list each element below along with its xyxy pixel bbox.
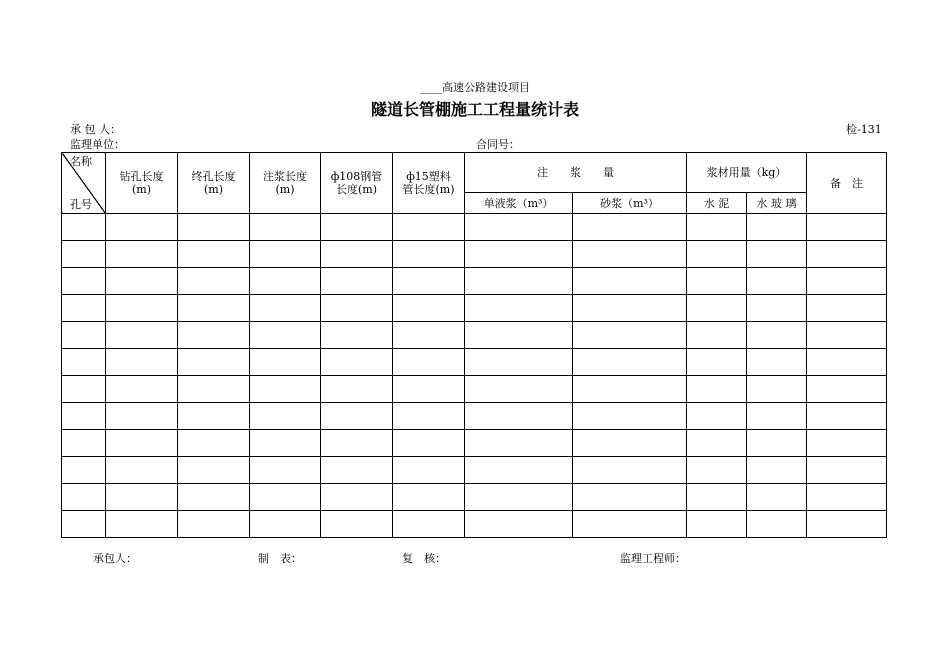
table-cell[interactable] [465,403,573,430]
form-code: 检-131 [846,123,882,136]
table-cell[interactable] [393,430,465,457]
table-cell[interactable] [178,268,250,295]
table-cell[interactable] [62,241,106,268]
table-cell[interactable] [573,484,687,511]
table-cell[interactable] [250,349,321,376]
table-cell[interactable] [747,484,807,511]
table-cell[interactable] [807,322,887,349]
table-cell[interactable] [250,430,321,457]
table-cell[interactable] [62,484,106,511]
table-cell[interactable] [393,268,465,295]
footer-contractor: 承包人： [93,552,137,565]
corner-diagonal-cell [62,153,106,214]
table-row [62,511,887,538]
table-cell[interactable] [62,295,106,322]
table-cell[interactable] [807,214,887,241]
table-cell[interactable] [106,430,178,457]
table-cell[interactable] [807,430,887,457]
header-row-1 [62,153,887,193]
supervisor-label: 监理单位： [70,138,125,151]
col-grout-length-line2: (m) [275,183,295,196]
table-cell[interactable] [807,457,887,484]
table-cell[interactable] [687,457,747,484]
col-plastic-pipe [393,153,465,214]
table-cell[interactable] [106,376,178,403]
table-cell[interactable] [747,457,807,484]
quantity-table [61,152,887,538]
table-row [62,322,887,349]
cement-header: 水 泥 [687,193,747,214]
table-cell[interactable] [807,403,887,430]
table-cell[interactable] [687,241,747,268]
table-cell[interactable] [106,295,178,322]
table-cell[interactable] [687,268,747,295]
table-cell[interactable] [250,376,321,403]
table-cell[interactable] [393,484,465,511]
table-cell[interactable] [573,403,687,430]
table-cell[interactable] [687,484,747,511]
table-cell[interactable] [250,322,321,349]
col-final-length-line2: (m) [203,183,223,196]
table-cell[interactable] [465,295,573,322]
table-cell[interactable] [573,241,687,268]
table-cell[interactable] [393,349,465,376]
table-cell[interactable] [747,349,807,376]
col-final-length-line1: 终孔长度 [191,170,236,183]
table-cell[interactable] [250,241,321,268]
grout-volume-group: 注 浆 量 [465,153,687,193]
table-cell[interactable] [321,349,393,376]
table-cell[interactable] [178,376,250,403]
table-row [62,295,887,322]
table-cell[interactable] [687,295,747,322]
table-cell[interactable] [573,511,687,538]
table-cell[interactable] [62,430,106,457]
col-drill-length-line1: 钻孔长度 [119,170,164,183]
table-row [62,430,887,457]
table-cell[interactable] [465,457,573,484]
table-cell[interactable] [250,511,321,538]
table-cell[interactable] [393,457,465,484]
water-glass-header: 水 玻 璃 [747,193,807,214]
table-cell[interactable] [321,295,393,322]
col-drill-length [106,153,178,214]
remarks-header: 备 注 [807,153,887,214]
table-cell[interactable] [687,322,747,349]
contractor-label: 承 包 人： [70,123,121,136]
table-cell[interactable] [465,484,573,511]
corner-bottom-label: 孔号 [70,198,92,211]
grout-single-header: 单液浆（m³） [465,193,573,214]
table-cell[interactable] [393,295,465,322]
table-cell[interactable] [747,430,807,457]
table-cell[interactable] [747,376,807,403]
table-cell[interactable] [465,322,573,349]
table-cell[interactable] [321,214,393,241]
project-line: ____高速公路建设项目 [420,81,530,94]
table-cell[interactable] [393,214,465,241]
table-row [62,241,887,268]
table-cell[interactable] [106,349,178,376]
table-cell[interactable] [747,295,807,322]
corner-top-label: 名称 [70,155,92,168]
table-cell[interactable] [62,322,106,349]
col-steel-pipe [321,153,393,214]
table-cell[interactable] [178,349,250,376]
table-cell[interactable] [807,376,887,403]
table-cell[interactable] [807,511,887,538]
table-row [62,214,887,241]
page-title: 隧道长管棚施工工程量统计表 [370,100,579,119]
table-cell[interactable] [62,349,106,376]
table-cell[interactable] [250,457,321,484]
table-row [62,457,887,484]
table-cell[interactable] [807,241,887,268]
table-cell[interactable] [573,457,687,484]
table-cell[interactable] [250,295,321,322]
table-cell[interactable] [321,430,393,457]
table-cell[interactable] [321,484,393,511]
table-cell[interactable] [393,403,465,430]
table-cell[interactable] [747,322,807,349]
table-cell[interactable] [106,214,178,241]
table-cell[interactable] [465,430,573,457]
table-cell[interactable] [687,349,747,376]
table-cell[interactable] [321,403,393,430]
table-cell[interactable] [106,457,178,484]
table-cell[interactable] [807,349,887,376]
footer-prepared-by: 制 表： [258,552,302,565]
table-row [62,268,887,295]
footer-engineer: 监理工程师： [620,552,686,565]
table-cell[interactable] [687,430,747,457]
table-cell[interactable] [573,295,687,322]
table-cell[interactable] [250,214,321,241]
table-cell[interactable] [747,403,807,430]
table-cell[interactable] [747,511,807,538]
table-cell[interactable] [393,322,465,349]
table-cell[interactable] [747,268,807,295]
table-cell[interactable] [321,511,393,538]
table-cell[interactable] [178,511,250,538]
table-cell[interactable] [807,268,887,295]
table-cell[interactable] [465,214,573,241]
table-cell[interactable] [321,241,393,268]
table-cell[interactable] [747,214,807,241]
table-cell[interactable] [573,376,687,403]
table-cell[interactable] [687,403,747,430]
table-cell[interactable] [573,322,687,349]
table-cell[interactable] [62,511,106,538]
table-cell[interactable] [106,484,178,511]
table-cell[interactable] [178,403,250,430]
table-cell[interactable] [687,376,747,403]
footer-reviewed-by: 复 核： [402,552,446,565]
table-cell[interactable] [106,322,178,349]
table-cell[interactable] [687,214,747,241]
table-cell[interactable] [573,349,687,376]
table-cell[interactable] [321,322,393,349]
table-cell[interactable] [106,511,178,538]
table-cell[interactable] [250,268,321,295]
table-row [62,376,887,403]
table-cell[interactable] [62,214,106,241]
table-cell[interactable] [62,403,106,430]
table-cell[interactable] [321,376,393,403]
table-cell[interactable] [178,295,250,322]
table-row [62,484,887,511]
table-cell[interactable] [747,241,807,268]
table-cell[interactable] [62,376,106,403]
table-cell[interactable] [178,484,250,511]
table-row [62,403,887,430]
table-cell[interactable] [178,214,250,241]
table-cell[interactable] [465,241,573,268]
material-usage-group: 浆材用量（kg） [687,153,807,193]
col-steel-pipe-line2: 长度(m) [335,183,377,196]
col-grout-length [250,153,321,214]
table-cell[interactable] [465,376,573,403]
table-cell[interactable] [178,457,250,484]
table-cell[interactable] [573,268,687,295]
contract-no-label: 合同号： [476,138,520,151]
table-cell[interactable] [465,511,573,538]
table-cell[interactable] [807,484,887,511]
col-final-length [178,153,250,214]
table-cell[interactable] [106,241,178,268]
table-cell[interactable] [393,376,465,403]
col-grout-length-line1: 注浆长度 [263,170,307,183]
table-cell[interactable] [321,457,393,484]
table-cell[interactable] [321,268,393,295]
table-cell[interactable] [178,430,250,457]
table-cell[interactable] [178,241,250,268]
table-cell[interactable] [62,268,106,295]
col-plastic-pipe-line1: ф15塑料 [406,170,451,183]
table-cell[interactable] [465,268,573,295]
col-drill-length-line2: (m) [131,183,151,196]
table-row [62,349,887,376]
col-plastic-pipe-line2: 管长度(m) [402,183,455,196]
grout-mortar-header: 砂浆（m³） [573,193,687,214]
table-cell[interactable] [573,430,687,457]
table-cell[interactable] [250,403,321,430]
table-cell[interactable] [106,268,178,295]
table-cell[interactable] [393,241,465,268]
table-cell[interactable] [106,403,178,430]
table-cell[interactable] [393,511,465,538]
table-cell[interactable] [178,322,250,349]
table-cell[interactable] [250,484,321,511]
table-cell[interactable] [807,295,887,322]
table-cell[interactable] [62,457,106,484]
table-cell[interactable] [573,214,687,241]
table-cell[interactable] [465,349,573,376]
col-steel-pipe-line1: ф108钢管 [330,170,383,183]
table-cell[interactable] [687,511,747,538]
